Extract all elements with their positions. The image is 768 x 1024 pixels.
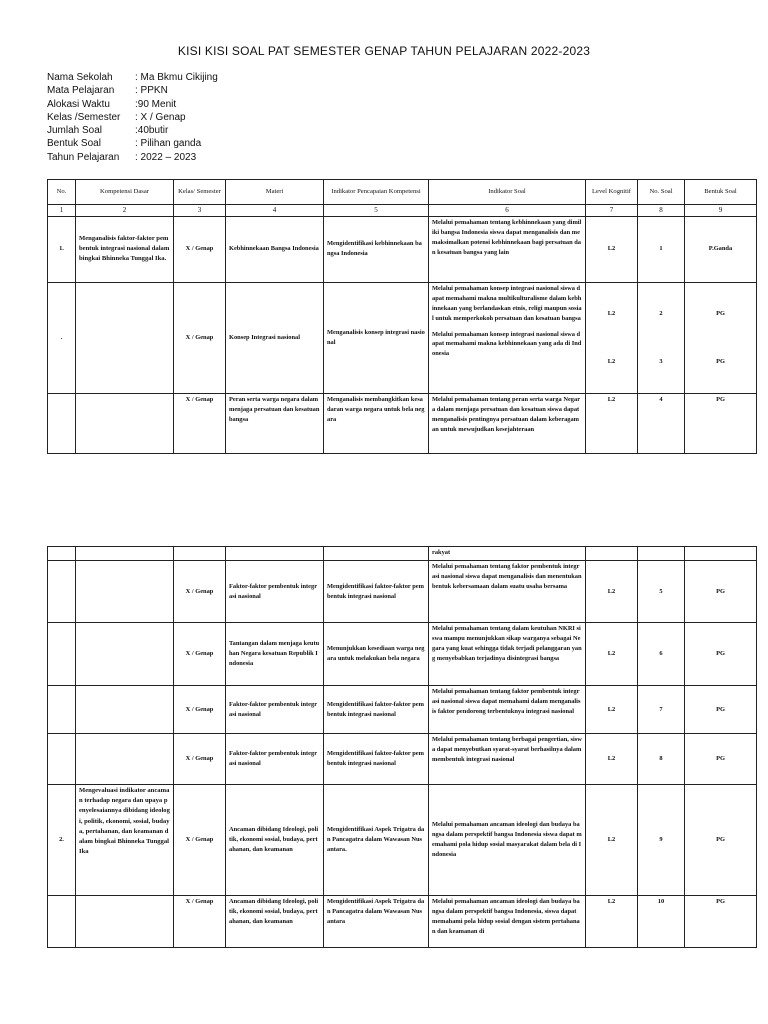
level-kognitif: L2 — [607, 357, 616, 365]
kompetensi-dasar — [76, 393, 174, 453]
materi: Tantangan dalam menjaga keutuhan Negara kesatuan Republik Indonesia — [226, 623, 324, 686]
column-number-row — [48, 205, 757, 217]
nomor-soal: 2 — [659, 309, 663, 317]
level-kognitif: L2 — [586, 896, 638, 948]
level-kognitif: L2 — [586, 785, 638, 896]
header-row — [48, 180, 757, 205]
table-row — [48, 561, 757, 623]
indikator-soal: Melalui pemahaman tentang dalam keutuhan NKRI siswa mampu menunjukkan sikap warganya sebagai Negara yang kuat sehingga tidak terjadi pelanggaran yang menyebabkan terjadinya disintegrasi bangsa — [429, 623, 586, 686]
row-number — [48, 561, 76, 623]
kompetensi-dasar: Mengevaluasi indikator ancaman terhadap negara dan upaya penyelesaiannya dibidang ideologi, politik, ekonomi, sosial, budaya, pertahanan, dan keamanan dalam bingkai Bhinneka Tunggal Ika — [76, 785, 174, 896]
nomor-soal: 9 — [638, 785, 685, 896]
bentuk-soal: PG — [685, 561, 757, 623]
nomor-soal: 6 — [638, 623, 685, 686]
indikator-soal: Melalui pemahaman konsep integrasi nasional siswa dapat memahami makna multikulturalisme dalam kebhinnekaan yang berlandaskan etnis, religi maupun sosial untuk memperkokoh persatuan dan kesatuan bangsa — [432, 284, 582, 322]
indikator-soal: Melalui pemahaman ancaman ideologi dan budaya bangsa dalam perspektif bangsa Indonesia, siswa dapat memahami pola hidup sosial dengan sistem pertahanan dan keamanan di — [429, 896, 586, 948]
column-number: 9 — [685, 205, 757, 217]
info-row — [47, 124, 218, 137]
table-row — [48, 686, 757, 734]
materi: Kebhinnekaan Bangsa Indonesia — [226, 216, 324, 282]
level-kognitif: L2 — [586, 216, 638, 282]
info-value: : Pilihan ganda — [135, 138, 202, 150]
column-number: 4 — [226, 205, 324, 217]
kelas-semester: X / Genap — [174, 561, 226, 623]
kelas-semester: X / Genap — [174, 785, 226, 896]
kompetensi-dasar — [76, 734, 174, 785]
row-number — [48, 623, 76, 686]
indikator-pencapaian: Menganalisis membangkitkan kesadaran warga negara untuk bela negara — [324, 393, 429, 453]
info-row — [47, 137, 218, 150]
bentuk-soal: PG — [716, 357, 725, 365]
nomor-soal: 3 — [659, 357, 663, 365]
table-row — [48, 896, 757, 948]
document-title: KISI KISI SOAL PAT SEMESTER GENAP TAHUN PELAJARAN 2022-2023 — [177, 44, 591, 58]
indikator-soal: Melalui pemahaman konsep integrasi nasional siswa dapat memahami makna kebhinnekaan yang ada di Indonesia — [432, 330, 582, 358]
indikator-soal: Melalui pemahaman tentang faktor pembentuk integrasi nasional siswa dapat memahami dalam menganalisis faktor pendorong terbentuknya integrasi nasional — [429, 686, 586, 734]
level-kognitif: L2 — [586, 393, 638, 453]
kisi-table-page-2 — [47, 546, 757, 948]
row-number — [48, 734, 76, 785]
table-row — [48, 282, 757, 393]
header-cell: No. — [48, 180, 76, 205]
header-cell: No. Soal — [638, 180, 685, 205]
info-label: Alokasi Waktu — [47, 98, 110, 110]
kisi-table-page-1 — [47, 179, 757, 454]
kompetensi-dasar — [76, 623, 174, 686]
indikator-pencapaian: Menganalisis konsep integrasi nasional — [324, 282, 429, 393]
bentuk-soal: PG — [685, 393, 757, 453]
column-number: 8 — [638, 205, 685, 217]
indikator-soal: rakyat — [429, 547, 586, 561]
table-row — [48, 216, 757, 282]
indikator-soal: Melalui pemahaman tentang berbagai pengertian, siswa dapat menyebutkan syarat-syarat berhasilnya dalam membentuk integrasi nasional — [429, 734, 586, 785]
column-number: 3 — [174, 205, 226, 217]
indikator-soal: Melalui pemahaman ancaman ideologi dan budaya bangsa dalam perspektif bangsa Indonesia siswa dapat memahami pola hidup sosial masyarakat dalam bela di Indonesia — [429, 785, 586, 896]
header-cell: Bentuk Soal — [685, 180, 757, 205]
header-cell: Indikator Soal — [429, 180, 586, 205]
info-label: Tahun Pelajaran — [47, 151, 120, 163]
info-row — [47, 111, 218, 124]
bentuk-soal: PG — [685, 785, 757, 896]
table-row — [48, 785, 757, 896]
table-row — [48, 623, 757, 686]
level-kognitif: L2 — [607, 309, 616, 317]
kelas-semester: X / Genap — [174, 734, 226, 785]
materi: Konsep Integrasi nasional — [226, 282, 324, 393]
bentuk-soal: PG — [685, 623, 757, 686]
indikator-pencapaian: Mengidentifikasi Aspek Trigatra dan Pancagatra dalam Wawasan Nusantara — [324, 896, 429, 948]
indikator-pencapaian: Mengidentifikasi Aspek Trigatra dan Pancagatra dalam Wawasan Nusantara. — [324, 785, 429, 896]
info-value: : 2022 – 2023 — [135, 151, 197, 163]
column-number: 6 — [429, 205, 586, 217]
materi: Faktor-faktor pembentuk integrasi nasional — [226, 686, 324, 734]
materi: Peran serta warga negara dalam menjaga persatuan dan kesatuan bangsa — [226, 393, 324, 453]
info-label: Jumlah Soal — [47, 125, 103, 137]
info-row — [47, 71, 218, 84]
info-row — [47, 151, 218, 164]
level-kognitif: L2 — [586, 623, 638, 686]
level-kognitif: L2 — [586, 734, 638, 785]
bentuk-soal: P.Ganda — [685, 216, 757, 282]
indikator-pencapaian: Mengidentifikasi faktor-faktor pembentuk integrasi nasional — [324, 561, 429, 623]
nomor-soal: 5 — [638, 561, 685, 623]
kelas-semester: X / Genap — [174, 216, 226, 282]
nomor-soal-cell — [638, 282, 685, 393]
row-number — [48, 393, 76, 453]
header-cell: Level Kognitif — [586, 180, 638, 205]
info-label: Bentuk Soal — [47, 138, 101, 150]
continuation-row — [48, 547, 757, 561]
info-value: :90 Menit — [135, 98, 177, 110]
column-number: 7 — [586, 205, 638, 217]
info-value: : Ma Bkmu Cikijing — [135, 72, 218, 83]
level-kognitif-cell — [586, 282, 638, 393]
indikator-pencapaian: Mengidentifikasi faktor-faktor pembentuk integrasi nasional — [324, 686, 429, 734]
kompetensi-dasar: Menganalisis faktor-faktor pembentuk integrasi nasional dalam bingkai Bhinneka Tunggal Ika. — [76, 216, 174, 282]
info-value: : X / Genap — [135, 111, 186, 123]
column-number: 5 — [324, 205, 429, 217]
kelas-semester: X / Genap — [174, 282, 226, 393]
identity-block — [47, 71, 218, 164]
nomor-soal: 1 — [638, 216, 685, 282]
indikator-soal: Melalui pemahaman tentang kebhinnekaan yang dimiliki bangsa Indonesia siswa dapat menganalisis dan memaksimalkan potensi kebhinnekaan bagi persatuan dan kesatuan bangsa yang lain — [429, 216, 586, 282]
materi: Faktor-faktor pembentuk integrasi nasional — [226, 734, 324, 785]
indikator-soal: Melalui pemahaman tentang peran serta warga Negara dalam menjaga persatuan dan kesatuan siswa dapat menganalisis pentingnya persatuan dalam keberagaman untuk mewujudkan kesejahteraan — [429, 393, 586, 453]
column-number: 1 — [48, 205, 76, 217]
nomor-soal: 10 — [638, 896, 685, 948]
bentuk-soal: PG — [716, 309, 725, 317]
info-label: Nama Sekolah — [47, 72, 113, 83]
level-kognitif: L2 — [586, 686, 638, 734]
kompetensi-dasar — [76, 561, 174, 623]
info-label: Kelas /Semester — [47, 111, 121, 123]
bentuk-soal: PG — [685, 896, 757, 948]
info-label: Mata Pelajaran — [47, 85, 115, 97]
indikator-soal: Melalui pemahaman tentang faktor pembentuk integrasi nasional siswa dapat menganalisis dan menentukan bentuk kebersamaan dalam suatu usaha bersama — [429, 561, 586, 623]
indikator-pencapaian: Mengidentifikasi kebhinnekaan bangsa Indonesia — [324, 216, 429, 282]
kelas-semester: X / Genap — [174, 686, 226, 734]
header-cell: Kelas/ Semester — [174, 180, 226, 205]
kompetensi-dasar — [76, 896, 174, 948]
info-row — [47, 98, 218, 111]
materi: Ancaman dibidang Ideologi, politik, ekonomi sosial, budaya, pertahanan, dan keamanan — [226, 785, 324, 896]
table-row — [48, 734, 757, 785]
kelas-semester: X / Genap — [174, 393, 226, 453]
header-cell: Kompetensi Dasar — [76, 180, 174, 205]
row-number — [48, 686, 76, 734]
bentuk-soal: PG — [685, 686, 757, 734]
materi: Faktor-faktor pembentuk integrasi nasional — [226, 561, 324, 623]
row-number: 2. — [48, 785, 76, 896]
info-value: :40butir — [135, 125, 169, 137]
column-number: 2 — [76, 205, 174, 217]
indikator-soal-cell — [429, 282, 586, 393]
table-row — [48, 393, 757, 453]
row-number: 1. — [48, 216, 76, 282]
header-cell: Materi — [226, 180, 324, 205]
bentuk-soal: PG — [685, 734, 757, 785]
indikator-pencapaian: Mengidentifikasi faktor-faktor pembentuk integrasi nasional — [324, 734, 429, 785]
kelas-semester: X / Genap — [174, 896, 226, 948]
kompetensi-dasar — [76, 686, 174, 734]
indikator-pencapaian: Menunjukkan kesediaan warga negara untuk melakukan bela negara — [324, 623, 429, 686]
bentuk-soal-cell — [685, 282, 757, 393]
kelas-semester: X / Genap — [174, 623, 226, 686]
info-value: : PPKN — [135, 85, 168, 97]
nomor-soal: 4 — [638, 393, 685, 453]
nomor-soal: 8 — [638, 734, 685, 785]
materi: Ancaman dibidang Ideologi, politik, ekonomi sosial, budaya, pertahanan, dan keamanan — [226, 896, 324, 948]
header-cell: Indikator Pencapaian Kompetensi — [324, 180, 429, 205]
nomor-soal: 7 — [638, 686, 685, 734]
info-row — [47, 84, 218, 97]
row-number: . — [48, 282, 76, 393]
level-kognitif: L2 — [586, 561, 638, 623]
row-number — [48, 896, 76, 948]
kompetensi-dasar — [76, 282, 174, 393]
